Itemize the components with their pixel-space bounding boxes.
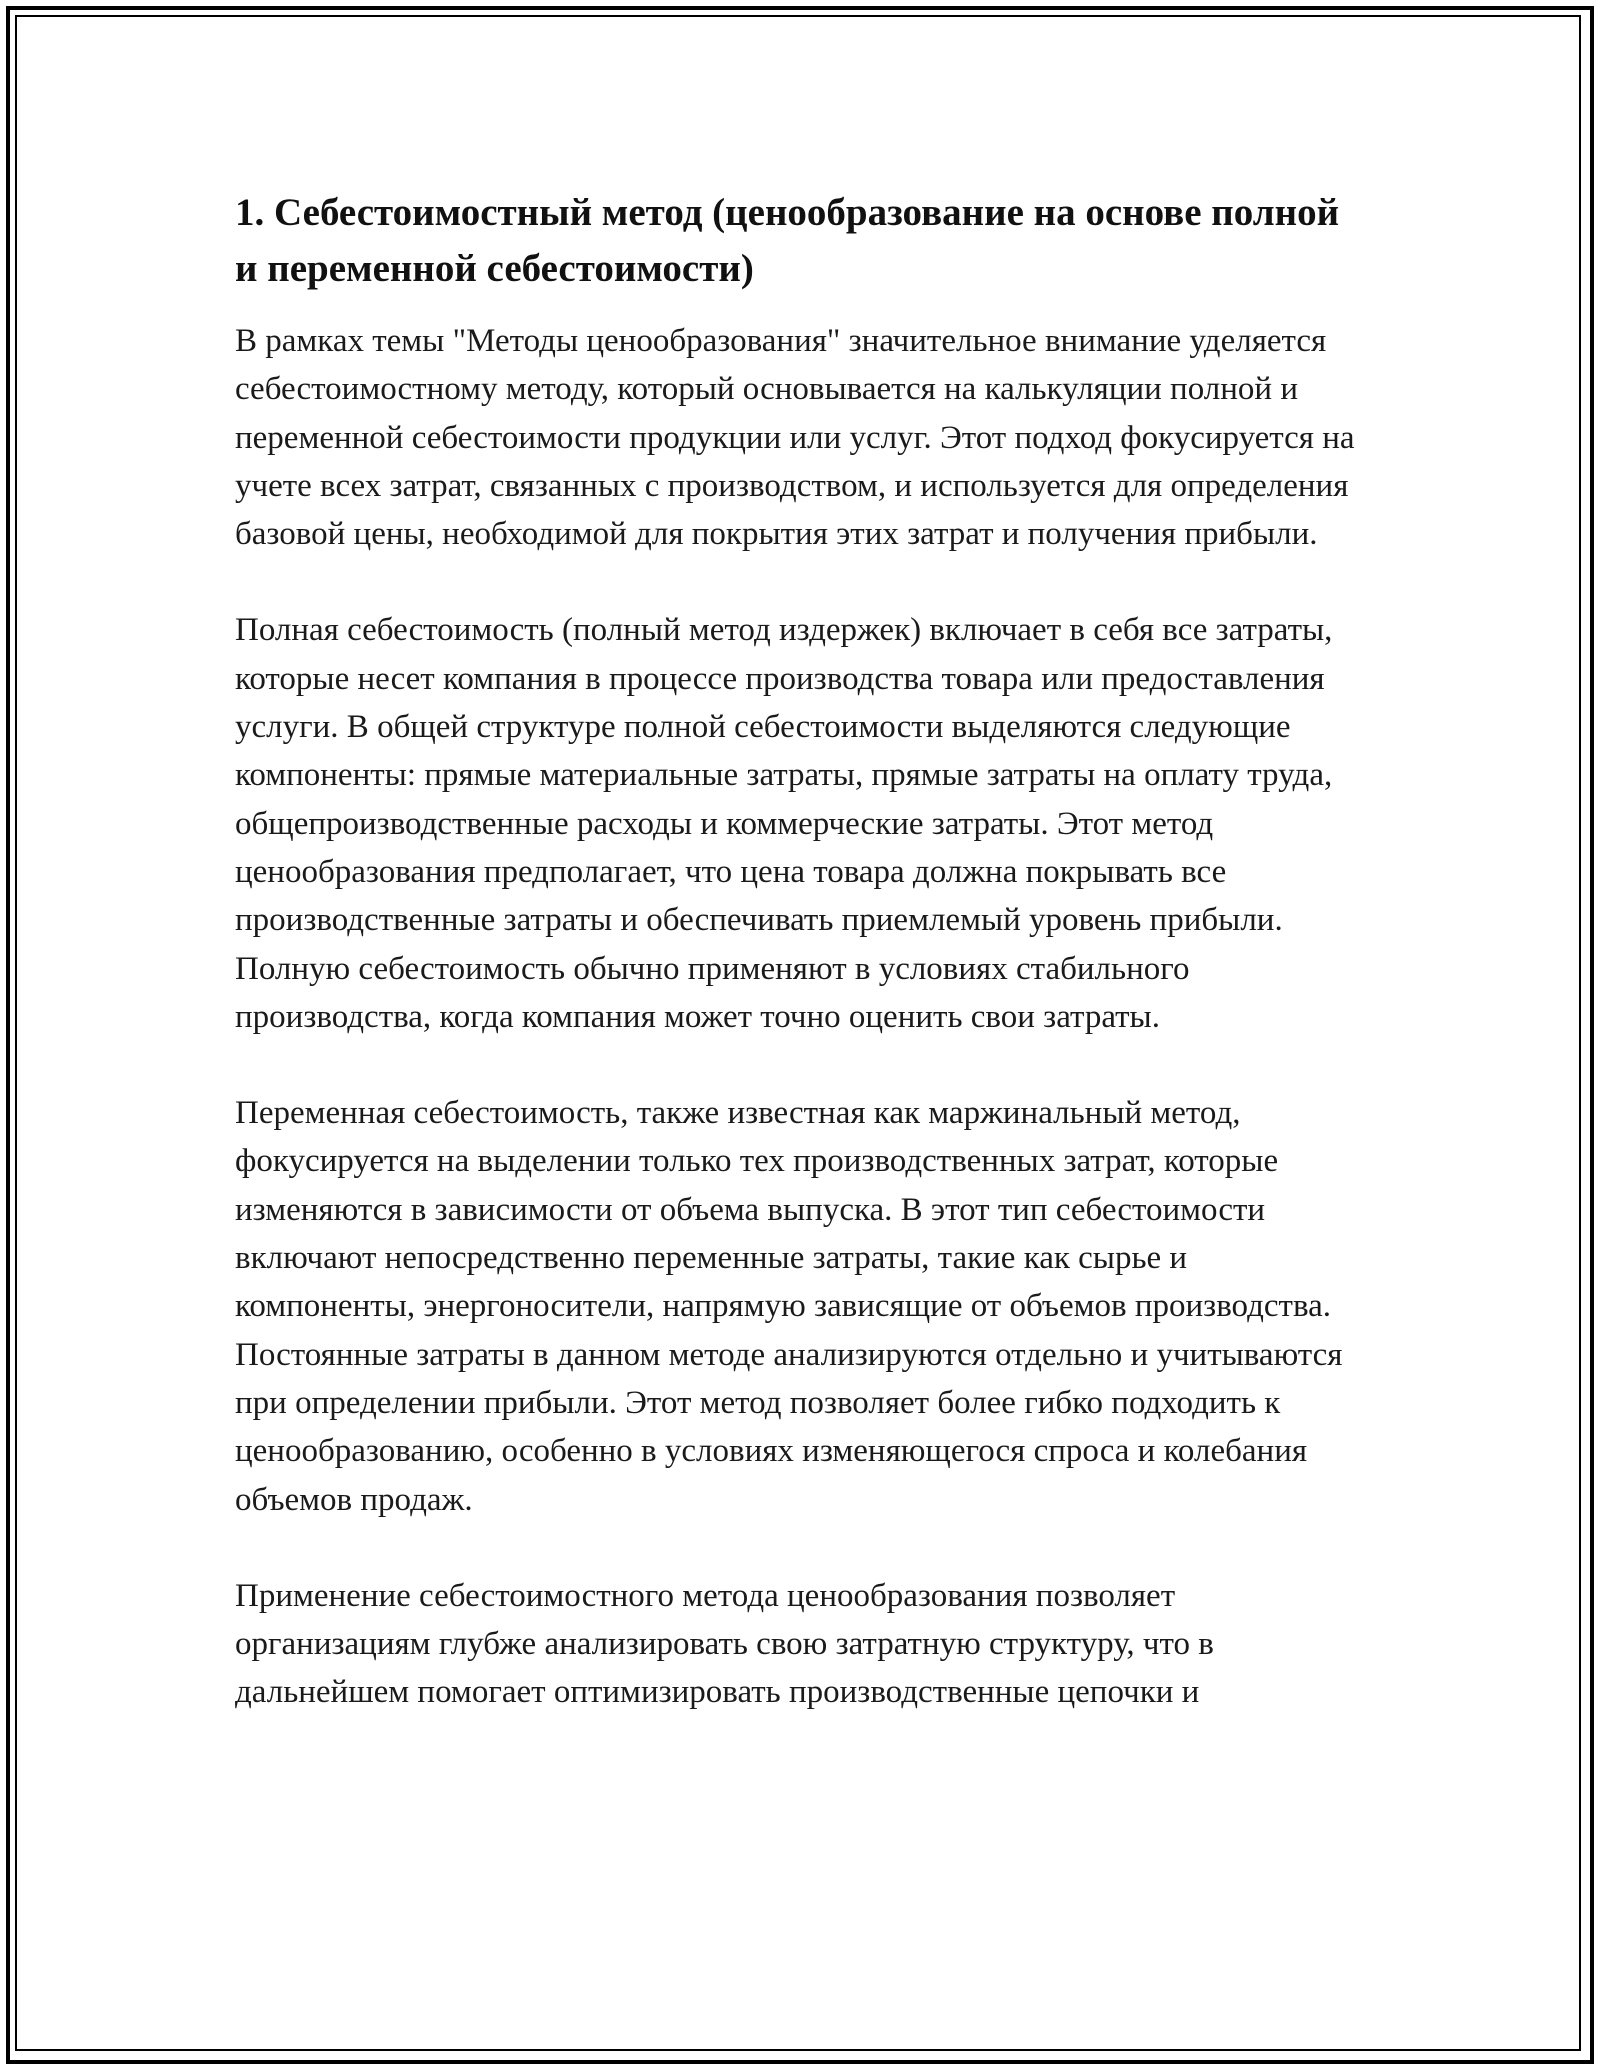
section-heading: 1. Себестоимостный метод (ценообразование на основе полной и переменной себестоимости)	[235, 191, 1340, 290]
document-body	[235, 185, 1365, 1765]
paragraph-intro: В рамках темы "Методы ценообразования" значительное внимание уделяется себестоимостному методу, который основывается на калькуляции полной и переменной себестоимости продукции или услуг. Этот подход фокусируется на учете всех затрат, связанных с производством, и используется для определения базовой цены, необходимой для покрытия этих затрат и получения прибыли.	[235, 323, 1355, 553]
paragraph-variable-cost: Переменная себестоимость, также известная как маржинальный метод, фокусируется на выделении только тех производственных затрат, которые изменяются в зависимости от объема выпуска. В этот тип себестоимости включают непосредственно переменные затраты, такие как сырье и компоненты, энергоносители, напрямую зависящие от объемов производства. Постоянные затраты в данном методе анализируются отдельно и учитываются при определении прибыли. Этот метод позволяет более гибко подходить к ценообразованию, особенно в условиях изменяющегося спроса и колебания объемов продаж.	[235, 1095, 1343, 1518]
paragraph-full-cost: Полная себестоимость (полный метод издержек) включает в себя все затраты, которые несет компания в процессе производства товара или предоставления услуги. В общей структуре полной себестоимости выделяются следующие компоненты: прямые материальные затраты, прямые затраты на оплату труда, общепроизводственные расходы и коммерческие затраты. Этот метод ценообразования предполагает, что цена товара должна покрывать все производственные затраты и обеспечивать приемлемый уровень прибыли. Полную себестоимость обычно применяют в условиях стабильного производства, когда компания может точно оценить свои затраты.	[235, 612, 1333, 1035]
paragraph-application: Применение себестоимостного метода ценообразования позволяет организациям глубже анализировать свою затратную структуру, что в дальнейшем помогает оптимизировать производственные цепочки и	[235, 1577, 1214, 1711]
